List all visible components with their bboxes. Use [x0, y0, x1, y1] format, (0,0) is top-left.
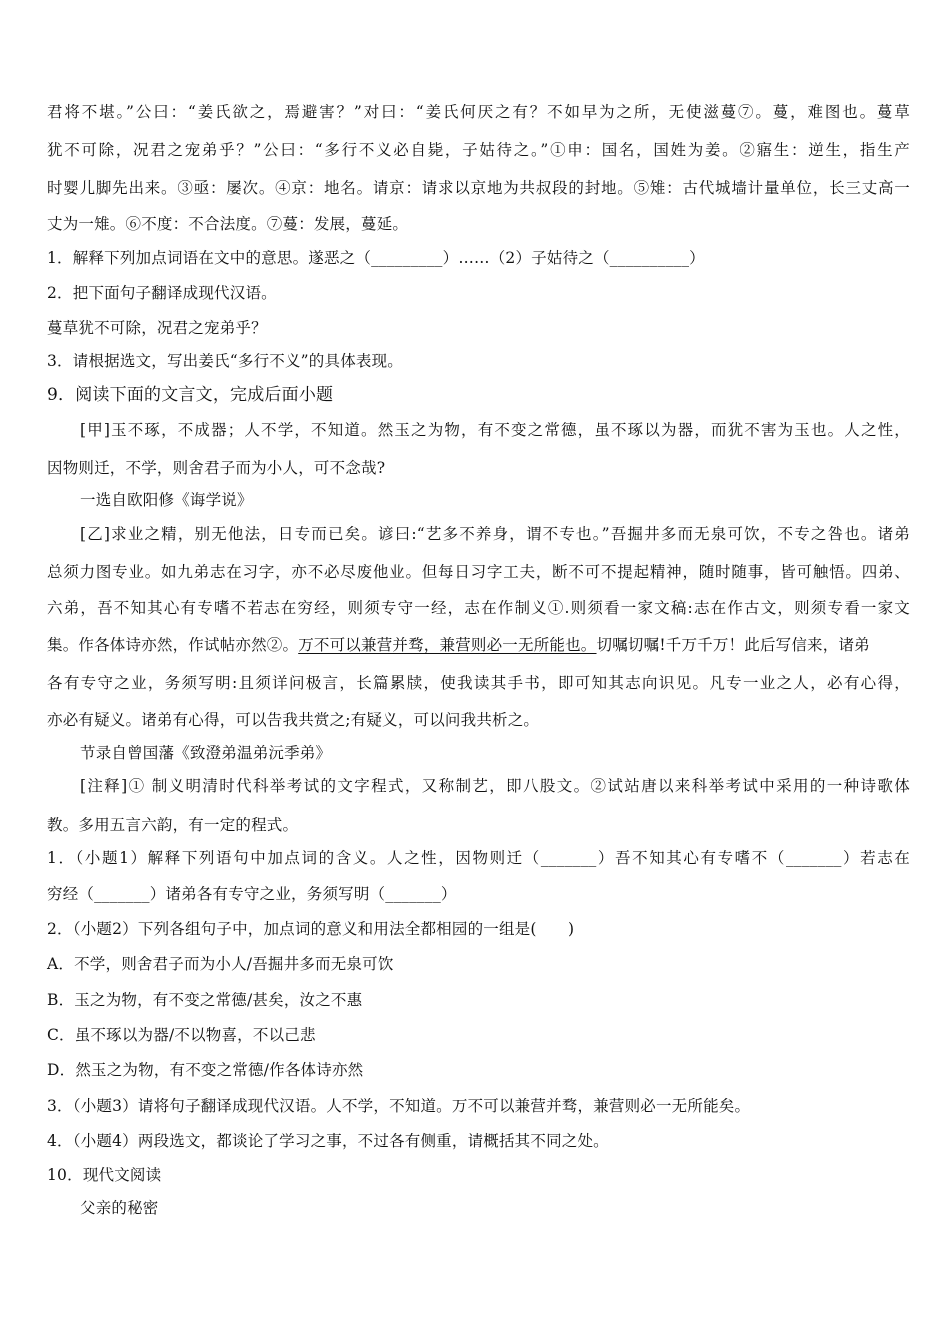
yi-line-6: 亦必有疑义。诸弟有心得，可以告我共赏之;有疑义，可以问我共析之。 [47, 711, 540, 729]
question-8-3: 3．请根据选文，写出姜氏“多行不义”的具体表现。 [47, 352, 404, 370]
option-d: D．然玉之为物，有不变之常德/作各体诗亦然 [47, 1061, 364, 1079]
question-8-2: 2．把下面句子翻译成现代汉语。 [47, 284, 277, 302]
yi-line-4 [47, 635, 910, 655]
sub-question-3: 3．（小题3）请将句子翻译成现代汉语。人不学，不知道。万不可以兼营并骛，兼营则必一无所能矣。 [47, 1097, 751, 1115]
yi-line-2: 总须力图专业。如九弟志在习字，亦不必尽废他业。但每日习字工夫，断不可不提起精神，随时随事，皆可触悟。四弟、 [47, 563, 910, 581]
sub-question-1-line-2: 穷经（_______）诸弟各有专守之业，务须写明（_______） [47, 885, 457, 903]
underlined-sentence: 万不可以兼营并骛，兼营则必一无所能也。 [298, 636, 597, 654]
yi-line-4-end: 切嘱切嘱!千万千万！此后写信来，诸弟 [596, 636, 870, 654]
passage-line-3: 时婴儿脚先出来。③亟：屡次。④京：地名。请京：请求以京地为共叔段的封地。⑤雉：古代城墙计量单位，长三丈高一 [47, 179, 910, 197]
jia-line-1: [甲]玉不琢，不成器；人不学，不知道。然玉之为物，有不变之常德，虽不琢以为器，而犹不害为玉也。人之性， [80, 421, 910, 439]
sub-question-1-line-1: 1．（小题1）解释下列语句中加点词的含义。人之性，因物则迁（_______）吾不知其心有专嗜不（_______）若志在 [47, 849, 910, 867]
yi-line-3: 六弟，吾不知其心有专嗜不若志在穷经，则须专守一经，志在作制义①.则须看一家文稿:志在作古文，则须专看一家文 [47, 599, 910, 617]
notes-line-2: 教。多用五言六韵，有一定的程式。 [47, 816, 299, 834]
yi-source: 节录自曾国藩《致澄弟温弟沅季弟》 [80, 744, 332, 762]
option-b: B．玉之为物，有不变之常德/甚矣，汝之不惠 [47, 991, 363, 1009]
question-8-2-sentence: 蔓草犹不可除，况君之宠弟乎？ [47, 319, 267, 337]
option-c: C．虽不琢以为器/不以物喜，不以己悲 [47, 1026, 316, 1044]
question-10-heading: 10．现代文阅读 [47, 1166, 162, 1184]
question-8-1: 1．解释下列加点词语在文中的意思。遂恶之（_________）……（2）子姑待之（__________） [47, 249, 705, 267]
jia-line-2: 因物则迁，不学，则舍君子而为小人，可不念哉? [47, 459, 386, 477]
yi-line-4-start: 集。作各体诗亦然，作试帖亦然②。 [47, 636, 299, 654]
passage-line-4: 丈为一雉。⑥不度：不合法度。⑦蔓：发展，蔓延。 [47, 215, 409, 233]
yi-line-1: [乙]求业之精，别无他法，日专而已矣。谚曰:“艺多不养身，谓不专也。”吾掘井多而无泉可饮，不专之咎也。诸弟 [80, 525, 910, 543]
option-a: A．不学，则舍君子而为小人/吾掘井多而无泉可饮 [47, 955, 394, 973]
question-9-heading: 9．阅读下面的文言文，完成后面小题 [47, 385, 334, 405]
article-title: 父亲的秘密 [80, 1199, 159, 1217]
jia-source: 一选自欧阳修《诲学说》 [80, 491, 253, 509]
passage-line-2: 犹不可除，况君之宠弟乎？”公曰：“多行不义必自毙，子姑待之。”①申：国名，国姓为姜。②寤生：逆生，指生产 [47, 141, 910, 159]
sub-question-4: 4．（小题4）两段选文，都谈论了学习之事，不过各有侧重，请概括其不同之处。 [47, 1132, 609, 1150]
sub-question-2: 2．（小题2）下列各组句子中，加点词的意义和用法全都相园的一组是( ) [47, 920, 575, 938]
passage-line-1: 君将不堪。”公曰：“姜氏欲之，焉避害？”对曰：“姜氏何厌之有？不如早为之所，无使滋蔓⑦。蔓，难图也。蔓草 [47, 103, 910, 121]
notes-line-1: [注释]① 制义明清时代科举考试的文字程式，又称制艺，即八股文。②试站唐以来科举考试中采用的一种诗歌体 [80, 777, 910, 795]
yi-line-5: 各有专守之业，务须写明:且须详问极言，长篇累牍，使我读其手书，即可知其志向识见。凡专一业之人，必有心得， [47, 674, 910, 692]
